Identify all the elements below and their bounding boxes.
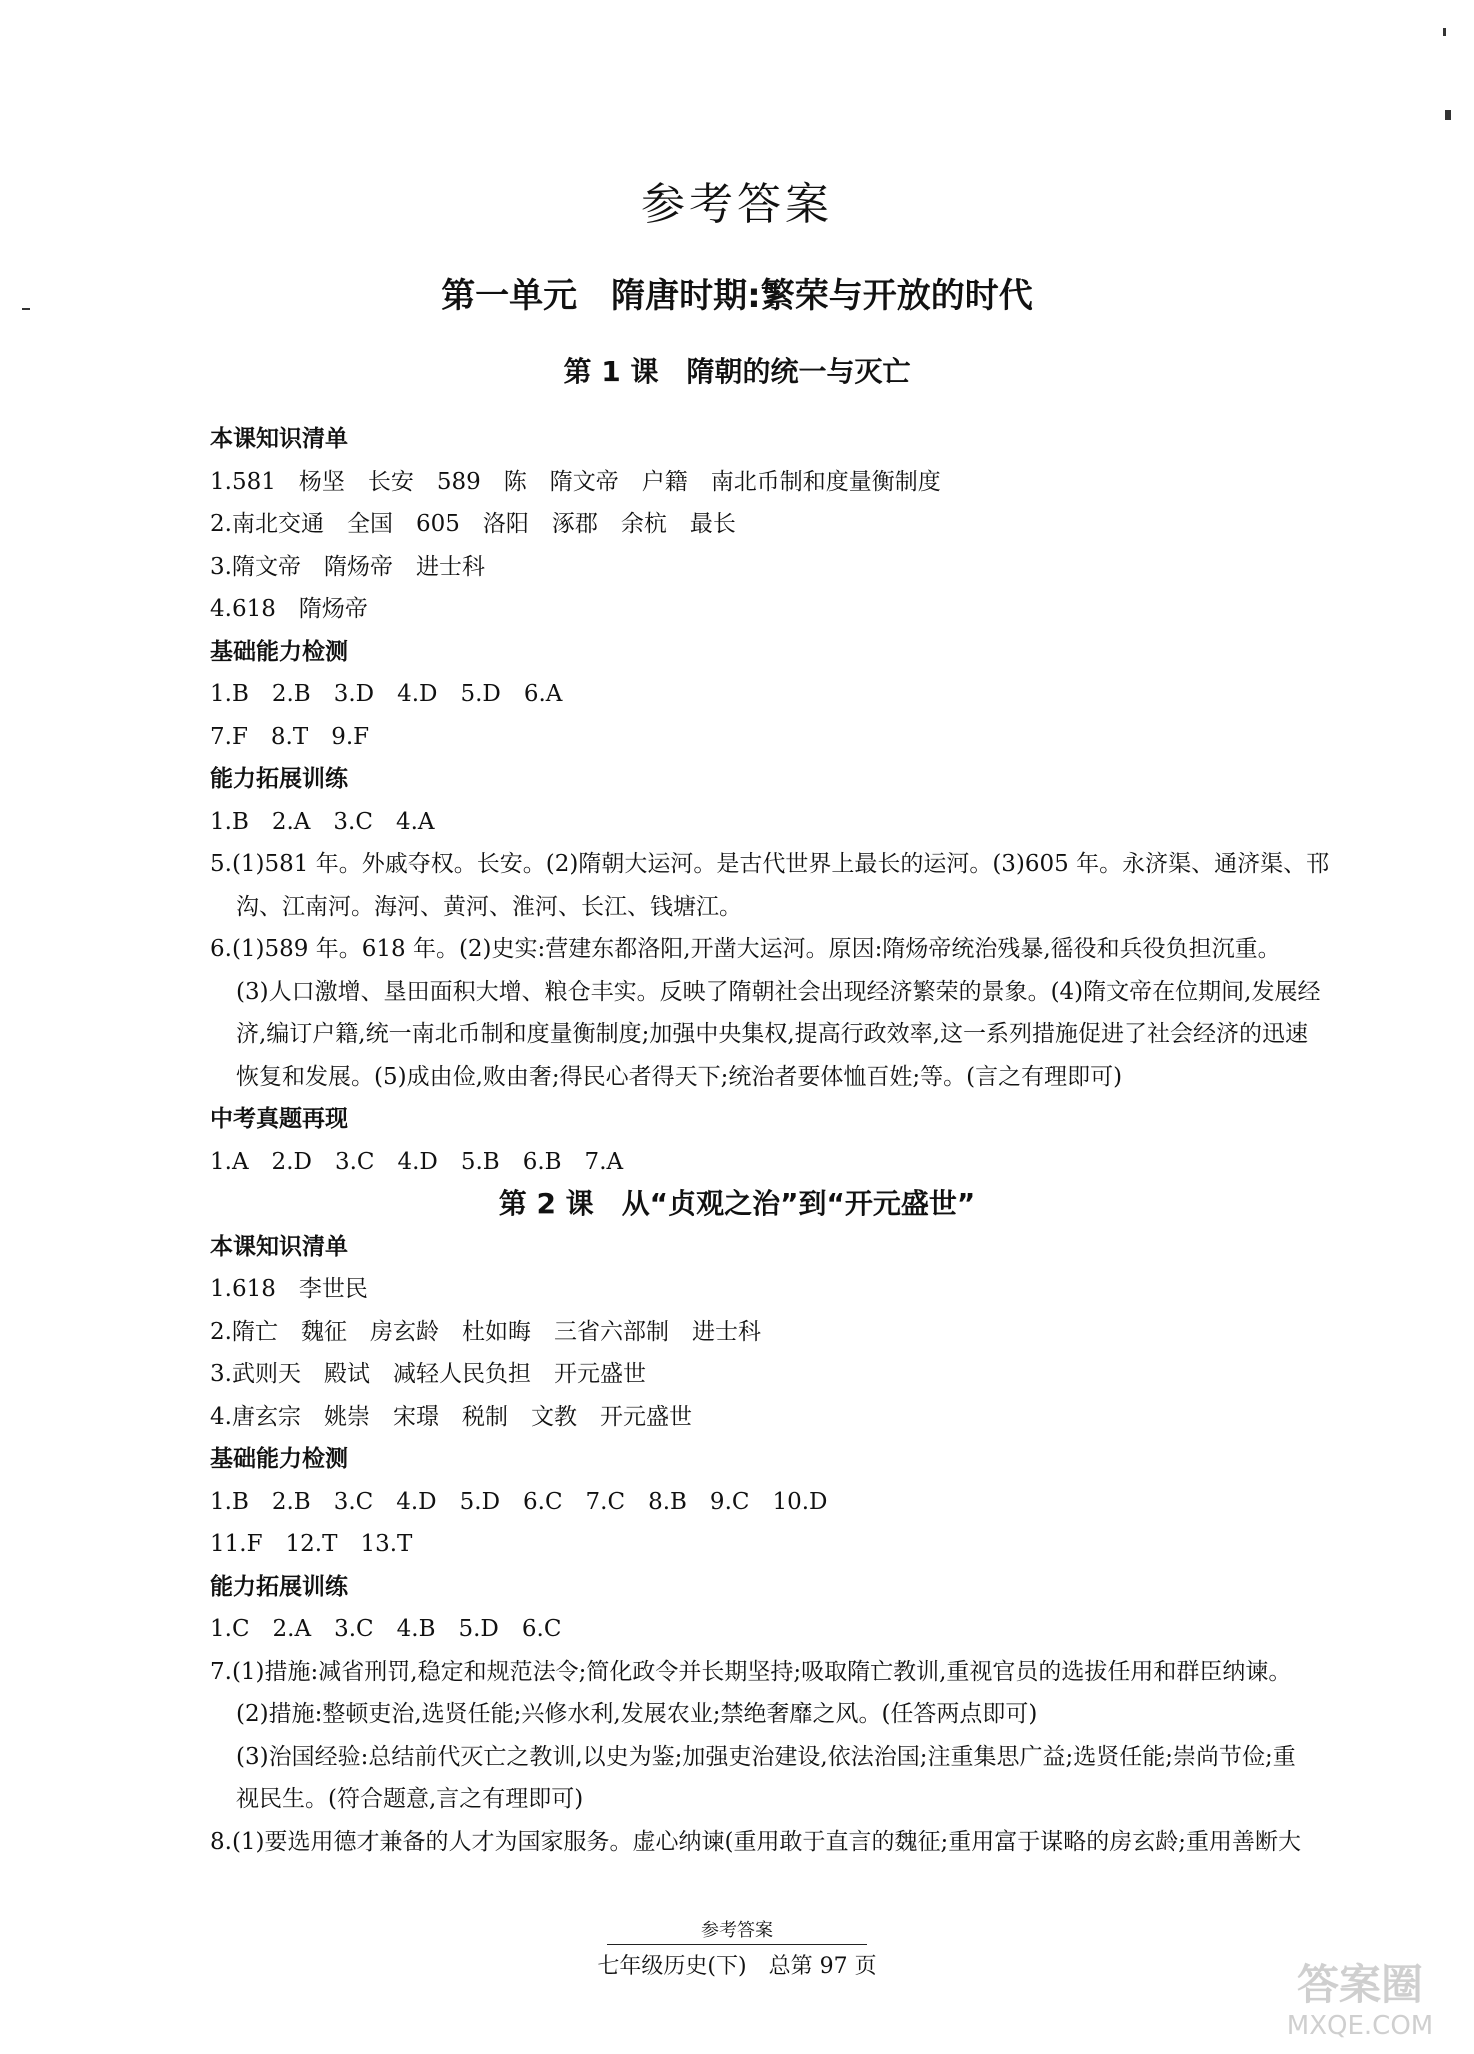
section-heading: 本课知识清单 bbox=[210, 1233, 348, 1260]
scan-speck bbox=[1443, 28, 1446, 36]
paragraph-line: (3)人口激增、垦田面积大增、粮仓丰实。反映了隋朝社会出现经济繁荣的景象。(4)隋文帝在位期间,发展经 bbox=[236, 978, 1321, 1005]
section-heading: 基础能力检测 bbox=[210, 1446, 348, 1472]
paragraph-line: 7.(1)措施:减省刑罚,稳定和规范法令;简化政令并长期坚持;吸取隋亡教训,重视官员的选拔任用和群臣纳谏。 bbox=[210, 1658, 1292, 1685]
paragraph-line: 沟、江南河。海河、黄河、淮河、长江、钱塘江。 bbox=[236, 893, 742, 920]
lesson-2-title: 第 2 课 从“贞观之治”到“开元盛世” bbox=[498, 1187, 976, 1220]
paragraph-line: 6.(1)589 年。618 年。(2)史实:营建东都洛阳,开凿大运河。原因:隋炀帝统治残暴,徭役和兵役负担沉重。 bbox=[210, 936, 1281, 962]
answer-line: 1.A 2.D 3.C 4.D 5.B 6.B 7.A bbox=[210, 1148, 624, 1175]
paragraph-line: (3)治国经验:总结前代灭亡之教训,以史为鉴;加强吏治建设,依法治国;注重集思广益;选贤任能;崇尚节俭;重 bbox=[236, 1743, 1296, 1770]
section-heading: 本课知识清单 bbox=[210, 426, 348, 452]
footer-label: 参考答案 bbox=[701, 1920, 773, 1941]
answer-paragraph bbox=[210, 1821, 1430, 1864]
answer-line: 11.F 12.T 13.T bbox=[210, 1531, 413, 1557]
footer-rule bbox=[607, 1944, 867, 1945]
scan-speck bbox=[22, 308, 30, 310]
answer-line: 4.唐玄宗 姚崇 宋璟 税制 文教 开元盛世 bbox=[210, 1403, 692, 1430]
watermark-text: 答案圈 bbox=[1296, 1960, 1424, 2009]
answer-line: 2.隋亡 魏征 房玄龄 杜如晦 三省六部制 进士科 bbox=[210, 1318, 761, 1345]
unit-title: 第一单元 隋唐时期:繁荣与开放的时代 bbox=[441, 276, 1033, 316]
answer-line: 1.C 2.A 3.C 4.B 5.D 6.C bbox=[210, 1616, 562, 1642]
page-footer bbox=[0, 1920, 1474, 1980]
paragraph-line: 恢复和发展。(5)成由俭,败由奢;得民心者得天下;统治者要体恤百姓;等。(言之有理即可) bbox=[236, 1063, 1123, 1090]
section-heading: 能力拓展训练 bbox=[210, 1573, 348, 1600]
answer-line: 7.F 8.T 9.F bbox=[210, 723, 370, 750]
answer-paragraph bbox=[210, 843, 1430, 928]
watermark-url: MXQE.COM bbox=[1286, 2011, 1434, 2041]
footer-page-info: 七年级历史(下) 总第 97 页 bbox=[597, 1954, 877, 1979]
paragraph-line: 济,编订户籍,统一南北币制和度量衡制度;加强中央集权,提高行政效率,这一系列措施促进了社会经济的迅速 bbox=[236, 1021, 1308, 1047]
answer-line: 1.618 李世民 bbox=[210, 1276, 368, 1302]
page-title: 参考答案 bbox=[641, 179, 833, 230]
answer-line: 1.B 2.B 3.C 4.D 5.D 6.C 7.C 8.B 9.C 10.D bbox=[210, 1488, 828, 1515]
answer-line: 3.武则天 殿试 减轻人民负担 开元盛世 bbox=[210, 1361, 646, 1387]
answer-line: 2.南北交通 全国 605 洛阳 涿郡 余杭 最长 bbox=[210, 511, 736, 537]
paragraph-line: 5.(1)581 年。外戚夺权。长安。(2)隋朝大运河。是古代世界上最长的运河。(3)605 年。永济渠、通济渠、邗 bbox=[210, 851, 1330, 877]
watermark-logo bbox=[1260, 1944, 1460, 2044]
answer-paragraph bbox=[210, 928, 1430, 1098]
section-heading: 中考真题再现 bbox=[210, 1106, 348, 1132]
answer-line: 4.618 隋炀帝 bbox=[210, 596, 368, 622]
answer-paragraph bbox=[210, 1651, 1430, 1821]
answer-line: 1.B 2.A 3.C 4.A bbox=[210, 808, 435, 835]
paragraph-line: (2)措施:整顿吏治,选贤任能;兴修水利,发展农业;禁绝奢靡之风。(任答两点即可) bbox=[236, 1701, 1038, 1727]
answer-line: 1.B 2.B 3.D 4.D 5.D 6.A bbox=[210, 681, 563, 707]
scan-speck bbox=[1445, 110, 1451, 120]
paragraph-line: 8.(1)要选用德才兼备的人才为国家服务。虚心纳谏(重用敢于直言的魏征;重用富于谋略的房玄龄;重用善断大 bbox=[210, 1828, 1301, 1855]
section-heading: 基础能力检测 bbox=[210, 638, 348, 665]
section-heading: 能力拓展训练 bbox=[210, 766, 348, 792]
answer-line: 3.隋文帝 隋炀帝 进士科 bbox=[210, 553, 485, 580]
answer-content bbox=[210, 418, 1430, 1863]
answer-line: 1.581 杨坚 长安 589 陈 隋文帝 户籍 南北币制和度量衡制度 bbox=[210, 468, 941, 495]
paragraph-line: 视民生。(符合题意,言之有理即可) bbox=[236, 1786, 584, 1812]
lesson-1-title: 第 1 课 隋朝的统一与灭亡 bbox=[563, 355, 911, 388]
